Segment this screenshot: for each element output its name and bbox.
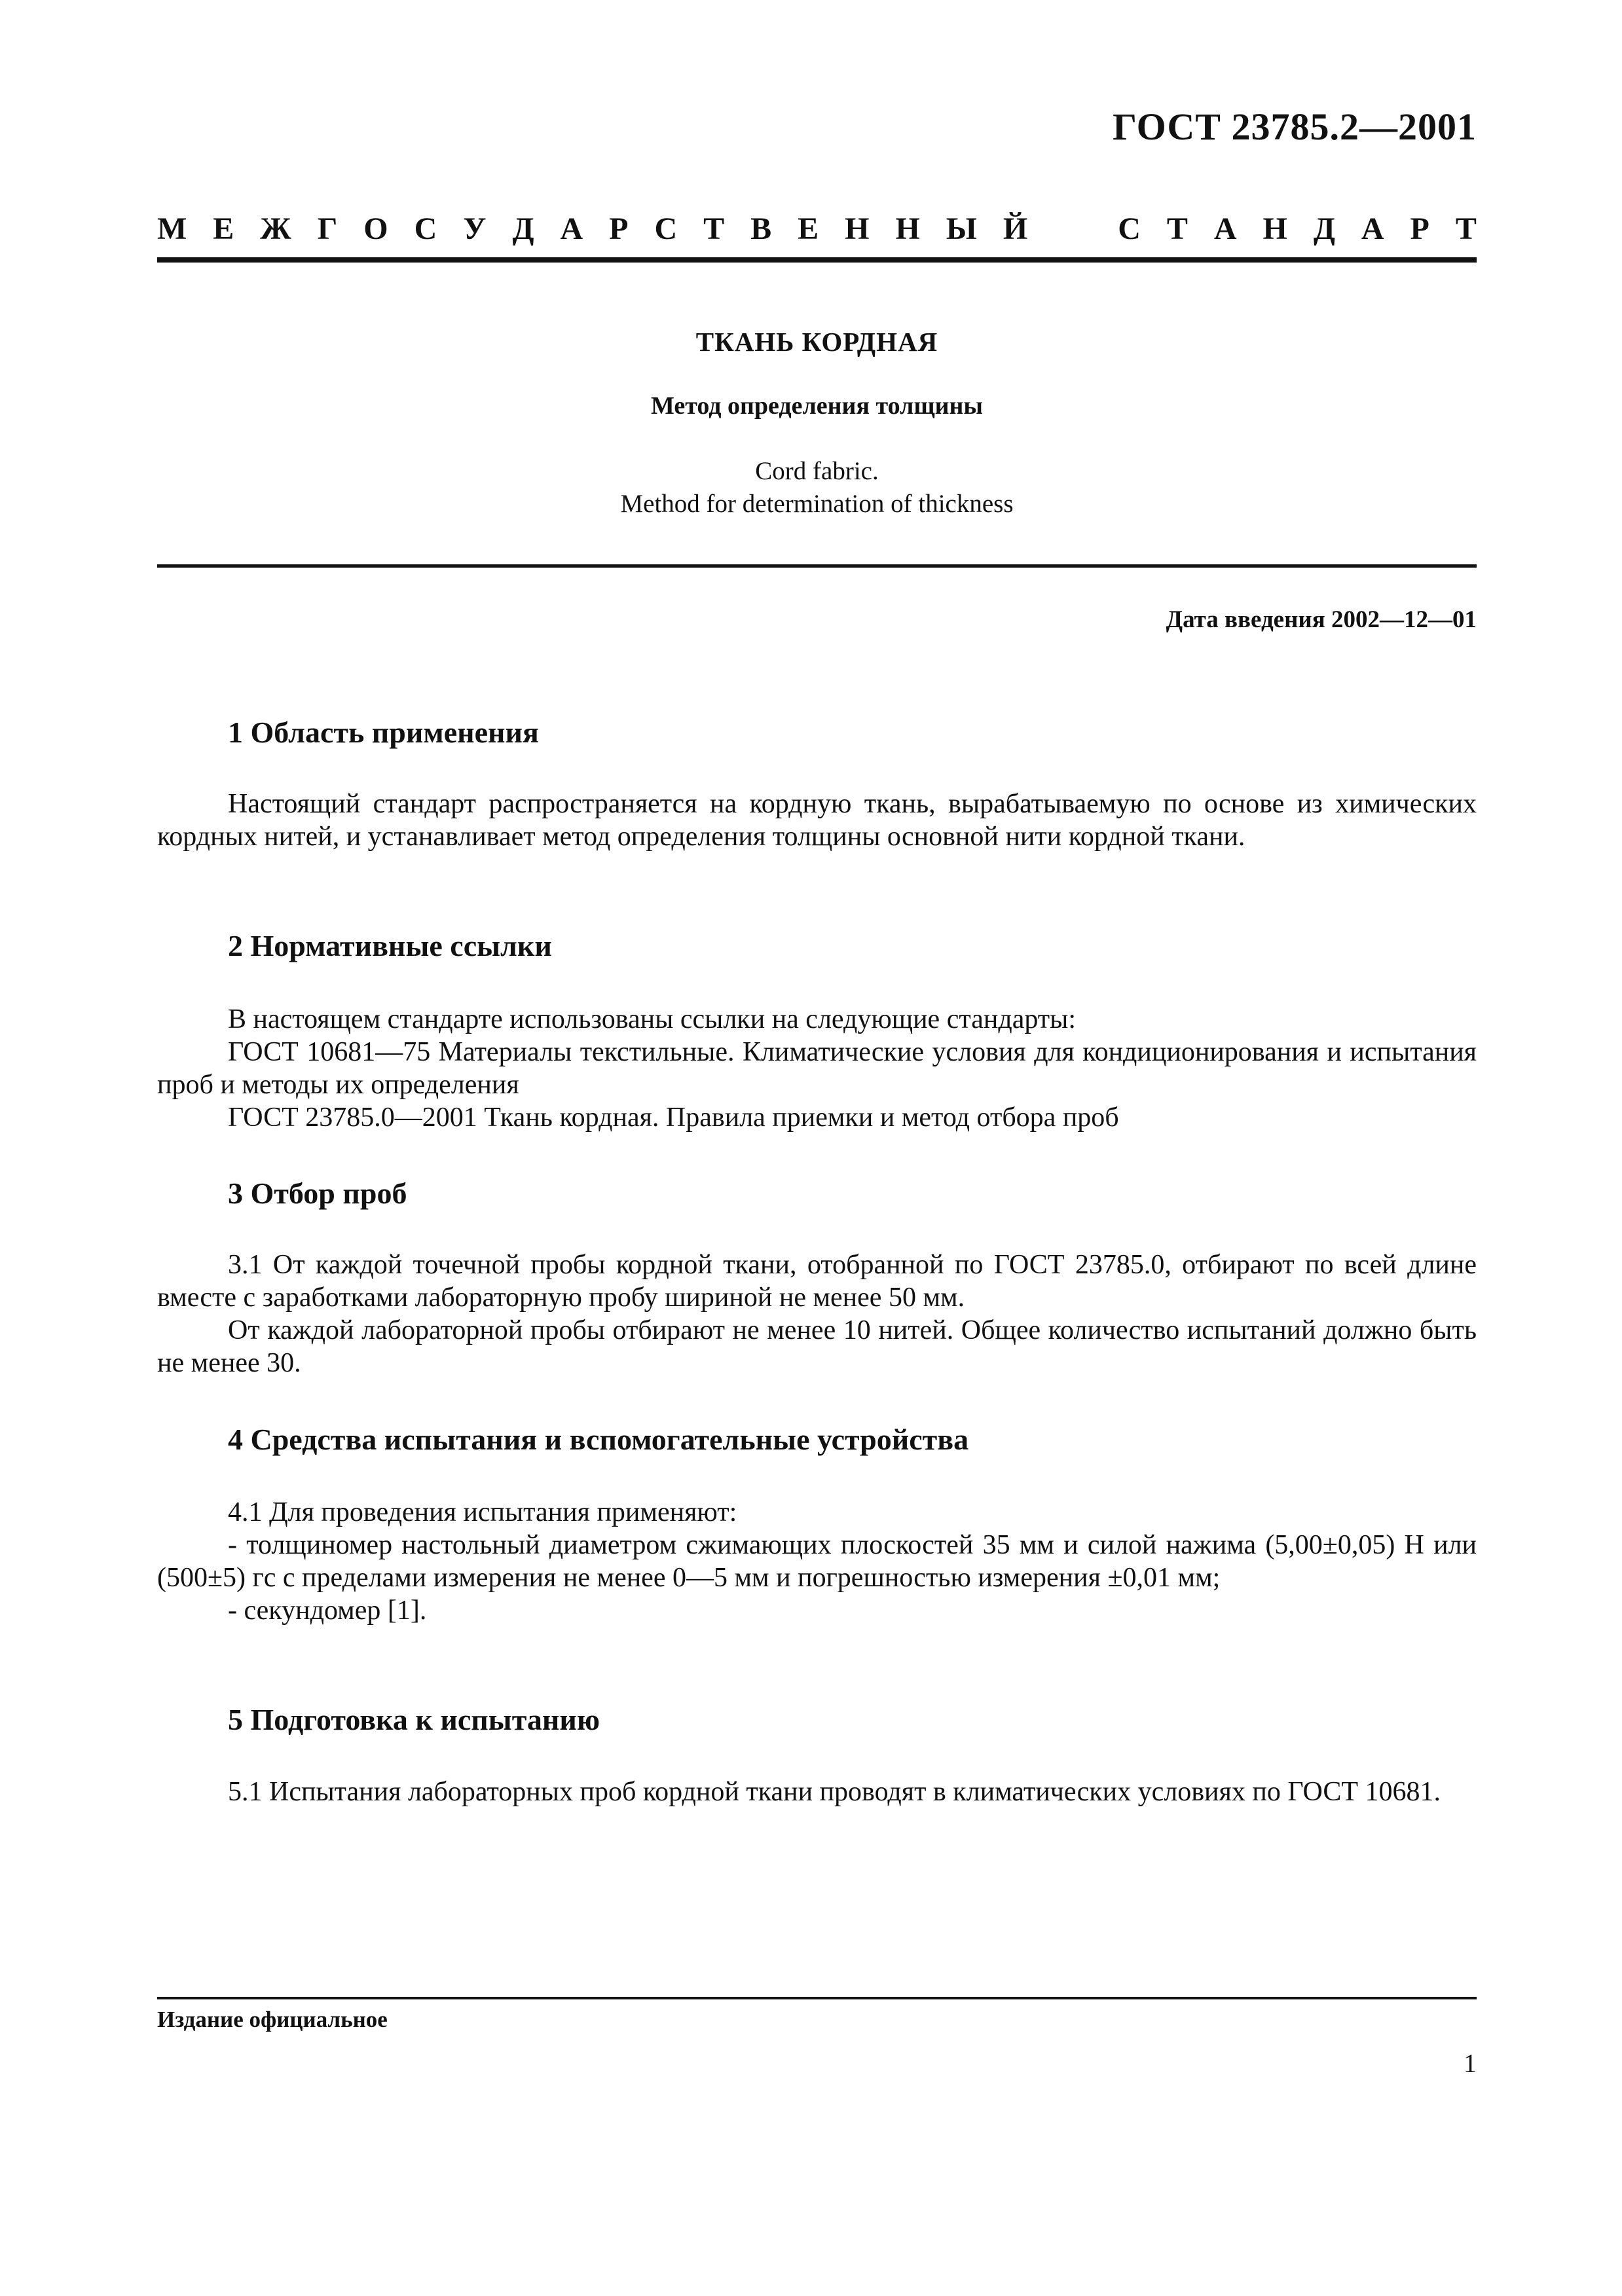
section-2-heading: 2 Нормативные ссылки	[228, 929, 552, 962]
banner-letter: Й	[1003, 211, 1028, 246]
section-5-heading: 5 Подготовка к испытанию	[228, 1703, 600, 1736]
banner-letter: В	[750, 211, 772, 246]
banner-letter: А	[1361, 211, 1384, 246]
section-2-body	[157, 1003, 1477, 1134]
header-divider	[157, 257, 1477, 263]
section-1-body	[157, 788, 1477, 853]
english-title-line-2: Method for determination of thickness	[620, 490, 1014, 518]
english-title-line-1: Cord fabric.	[755, 457, 879, 485]
paragraph: В настоящем стандарте использованы ссылки на следующие стандарты:	[228, 1004, 1077, 1034]
paragraph: ГОСТ 10681—75 Материалы текстильные. Климатические условия для кондиционирования и испытания проб и методы их определения	[157, 1037, 1477, 1100]
paragraph: - толщиномер настольный диаметром сжимающих плоскостей 35 мм и силой нажима (5,00±0,05) Н или (500±5) гс с пределами измерения не менее 0—5 мм и погрешностью измерения ±0,01 мм;	[157, 1530, 1477, 1593]
interstate-standard-banner	[157, 211, 1477, 247]
banner-letter: Р	[1410, 211, 1429, 246]
footer-divider	[157, 1997, 1477, 1999]
banner-letter: А	[560, 211, 583, 246]
banner-letter: Е	[798, 211, 819, 246]
banner-letter: С	[654, 211, 678, 246]
page-number: 1	[1464, 2049, 1477, 2078]
banner-letter: С	[414, 211, 437, 246]
paragraph: ГОСТ 23785.0—2001 Ткань кордная. Правила приемки и метод отбора проб	[228, 1102, 1119, 1133]
banner-letter: Г	[317, 211, 338, 246]
banner-letter: Ж	[260, 211, 291, 246]
paragraph: 3.1 От каждой точечной пробы кордной ткани, отобранной по ГОСТ 23785.0, отбирают по всей длине вместе с заработками лабораторную пробу шириной не менее 50 мм.	[157, 1250, 1477, 1313]
paragraph: - секундомер [1].	[228, 1595, 427, 1626]
intro-date: Дата введения 2002—12—01	[1166, 606, 1477, 633]
banner-letter: Р	[609, 211, 629, 246]
banner-letter: У	[463, 211, 487, 246]
section-4-heading: 4 Средства испытания и вспомогательные устройства	[228, 1423, 969, 1456]
standard-code: ГОСТ 23785.2—2001	[1113, 105, 1477, 148]
document-title: ТКАНЬ КОРДНАЯ	[695, 327, 938, 357]
document-page	[157, 0, 1477, 2296]
banner-letter: Е	[213, 211, 234, 246]
section-4-body	[157, 1496, 1477, 1627]
section-5-body	[157, 1776, 1477, 1808]
banner-letter: Ы	[946, 211, 977, 246]
banner-letter: Д	[512, 211, 534, 246]
banner-letter: Н	[845, 211, 870, 246]
banner-letter: Н	[895, 211, 920, 246]
banner-letter: М	[157, 211, 187, 246]
banner-letter: Д	[1313, 211, 1335, 246]
paragraph: От каждой лабораторной пробы отбирают не менее 10 нитей. Общее количество испытаний должно быть не менее 30.	[157, 1315, 1477, 1378]
banner-letter: Т	[703, 211, 725, 246]
section-1-heading: 1 Область применения	[228, 716, 539, 749]
banner-letter: Т	[1166, 211, 1188, 246]
banner-word-gap	[1054, 211, 1092, 247]
paragraph: Настоящий стандарт распространяется на кордную ткань, вырабатываемую по основе из химических кордных нитей, и устанавливает метод определения толщины основной нити кордной ткани.	[157, 789, 1477, 852]
banner-letter: С	[1118, 211, 1141, 246]
edition-label: Издание официальное	[157, 2007, 388, 2032]
banner-letter: О	[363, 211, 388, 246]
banner-letter: Н	[1263, 211, 1287, 246]
section-3-body	[157, 1248, 1477, 1379]
paragraph: 4.1 Для проведения испытания применяют:	[228, 1497, 737, 1527]
paragraph: 5.1 Испытания лабораторных проб кордной ткани проводят в климатических условиях по ГОСТ 10681.	[228, 1777, 1441, 1807]
banner-letter: А	[1213, 211, 1237, 246]
title-divider	[157, 564, 1477, 568]
section-3-heading: 3 Отбор проб	[228, 1176, 407, 1210]
banner-letter: Т	[1455, 211, 1477, 246]
document-subtitle: Метод определения толщины	[650, 392, 984, 420]
